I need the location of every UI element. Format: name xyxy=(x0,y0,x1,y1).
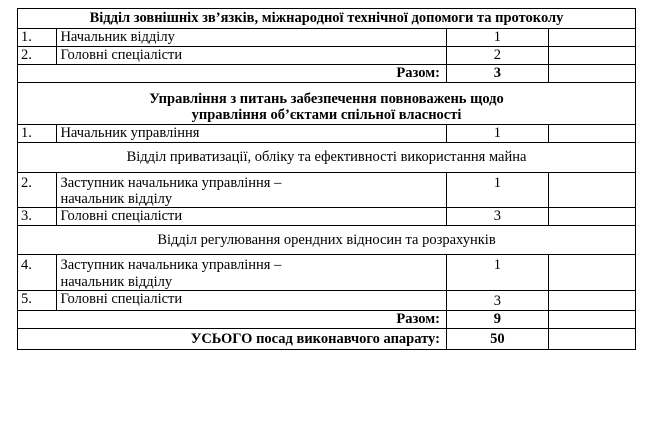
table-row xyxy=(18,172,636,207)
row-number: 5. xyxy=(18,290,57,310)
section2-header-row xyxy=(18,83,636,125)
empty-cell xyxy=(548,328,635,349)
section1-total-value: 3 xyxy=(446,65,548,83)
position-count: 1 xyxy=(446,172,548,207)
table-row xyxy=(18,29,636,47)
empty-cell xyxy=(548,208,635,226)
table-row xyxy=(18,208,636,226)
row-number: 2. xyxy=(18,172,57,207)
position-name: Головні спеціалісти xyxy=(57,290,446,310)
subsection1-header-row xyxy=(18,143,636,172)
position-count: 3 xyxy=(446,208,548,226)
position-name-line2: начальник відділу xyxy=(60,273,173,290)
position-name xyxy=(57,255,446,290)
section1-total-row xyxy=(18,65,636,83)
staffing-table xyxy=(17,8,636,350)
empty-cell xyxy=(548,290,635,310)
position-name-line1: Заступник начальника управління – xyxy=(60,257,282,274)
table-row xyxy=(18,255,636,290)
position-name-line2: начальник відділу xyxy=(60,190,173,207)
row-number: 1. xyxy=(18,29,57,47)
row-number: 2. xyxy=(18,47,57,65)
subsection1-title: Відділ приватизації, обліку та ефективності використання майна xyxy=(18,143,636,172)
empty-cell xyxy=(548,172,635,207)
position-name: Головні спеціалісти xyxy=(57,47,446,65)
section2-title xyxy=(18,83,636,125)
grand-total-value: 50 xyxy=(446,328,548,349)
empty-cell xyxy=(548,310,635,328)
section2-title-line2: управління об’єктами спільної власності xyxy=(191,107,462,124)
grand-total-row xyxy=(18,328,636,349)
empty-cell xyxy=(548,47,635,65)
section2-total-value: 9 xyxy=(446,310,548,328)
section1-total-label: Разом: xyxy=(18,65,447,83)
position-name: Головні спеціалісти xyxy=(57,208,446,226)
staffing-document xyxy=(17,8,636,350)
position-name xyxy=(57,172,446,207)
subsection2-title: Відділ регулювання орендних відносин та розрахунків xyxy=(18,226,636,255)
table-row xyxy=(18,125,636,143)
empty-cell xyxy=(548,29,635,47)
section1-header-row xyxy=(18,9,636,29)
position-name: Начальник управління xyxy=(57,125,446,143)
position-count: 2 xyxy=(446,47,548,65)
empty-cell xyxy=(548,255,635,290)
position-name-line1: Заступник начальника управління – xyxy=(60,174,282,191)
section2-total-row xyxy=(18,310,636,328)
row-number: 4. xyxy=(18,255,57,290)
table-row xyxy=(18,47,636,65)
section2-total-label: Разом: xyxy=(18,310,447,328)
row-number: 1. xyxy=(18,125,57,143)
section2-title-line1: Управління з питань забезпечення повноважень щодо xyxy=(149,91,504,107)
empty-cell xyxy=(548,65,635,83)
section1-title: Відділ зовнішніх зв’язків, міжнародної технічної допомоги та протоколу xyxy=(18,9,636,29)
position-name: Начальник відділу xyxy=(57,29,446,47)
position-count: 1 xyxy=(446,29,548,47)
position-count: 1 xyxy=(446,255,548,290)
position-count: 3 xyxy=(446,290,548,310)
table-row xyxy=(18,290,636,310)
empty-cell xyxy=(548,125,635,143)
subsection2-header-row xyxy=(18,226,636,255)
row-number: 3. xyxy=(18,208,57,226)
grand-total-label: УСЬОГО посад виконавчого апарату: xyxy=(18,328,447,349)
position-count: 1 xyxy=(446,125,548,143)
